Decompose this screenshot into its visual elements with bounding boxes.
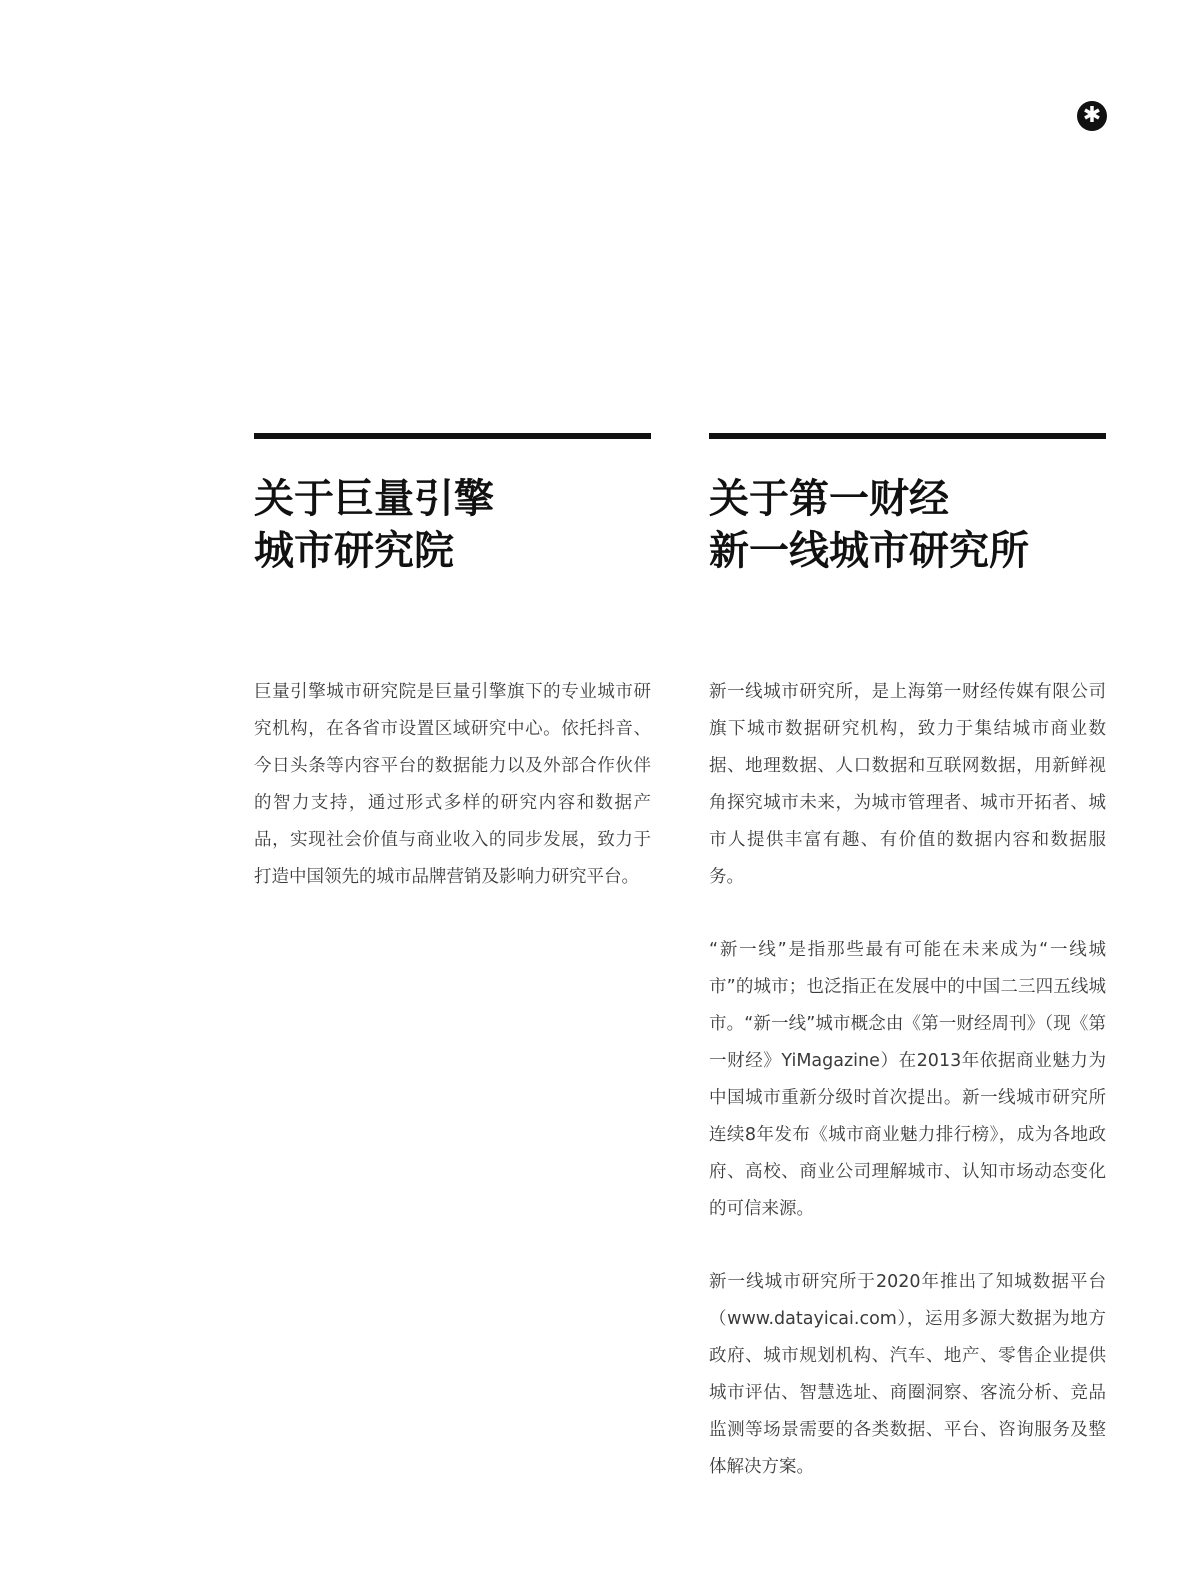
section-title bbox=[254, 473, 651, 577]
body-paragraph: 新一线城市研究所，是上海第一财经传媒有限公司旗下城市数据研究机构，致力于集结城市商业数据、地理数据、人口数据和互联网数据，用新鲜视角探究城市未来，为城市管理者、城市开拓者、城市人提供丰富有趣、有价值的数据内容和数据服务。 bbox=[709, 682, 1106, 887]
section-title bbox=[709, 473, 1106, 577]
section-body bbox=[254, 674, 651, 932]
section-rule bbox=[254, 433, 651, 439]
section-rule bbox=[709, 433, 1106, 439]
section-title-line1: 关于巨量引擎 bbox=[254, 476, 494, 522]
section-title-line1: 关于第一财经 bbox=[709, 476, 949, 522]
body-paragraph: 巨量引擎城市研究院是巨量引擎旗下的专业城市研究机构，在各省市设置区域研究中心。依托抖音、今日头条等内容平台的数据能力以及外部合作伙伴的智力支持，通过形式多样的研究内容和数据产品，实现社会价值与商业收入的同步发展，致力于打造中国领先的城市品牌营销及影响力研究平台。 bbox=[254, 682, 651, 887]
body-paragraph: “新一线”是指那些最有可能在未来成为“一线城市”的城市；也泛指正在发展中的中国二三四五线城市。“新一线”城市概念由《第一财经周刊》（现《第一财经》YiMagazine）在2013年依据商业魅力为中国城市重新分级时首次提出。新一线城市研究所连续8年发布《城市商业魅力排行榜》，成为各地政府、高校、商业公司理解城市、认知市场动态变化的可信来源。 bbox=[709, 940, 1106, 1219]
section-body bbox=[709, 674, 1106, 1522]
body-paragraph: 新一线城市研究所于2020年推出了知城数据平台（www.datayicai.com），运用多源大数据为地方政府、城市规划机构、汽车、地产、零售企业提供城市评估、智慧选址、商圈洞察、客流分析、竞品监测等场景需要的各类数据、平台、咨询服务及整体解决方案。 bbox=[709, 1272, 1106, 1477]
asterisk-badge-icon: ✱ bbox=[1077, 101, 1107, 131]
about-yicai-section bbox=[709, 433, 1106, 1477]
section-title-line2: 城市研究院 bbox=[254, 528, 454, 574]
section-title-line2: 新一线城市研究所 bbox=[709, 528, 1029, 574]
about-ocean-engine-section bbox=[254, 433, 651, 887]
